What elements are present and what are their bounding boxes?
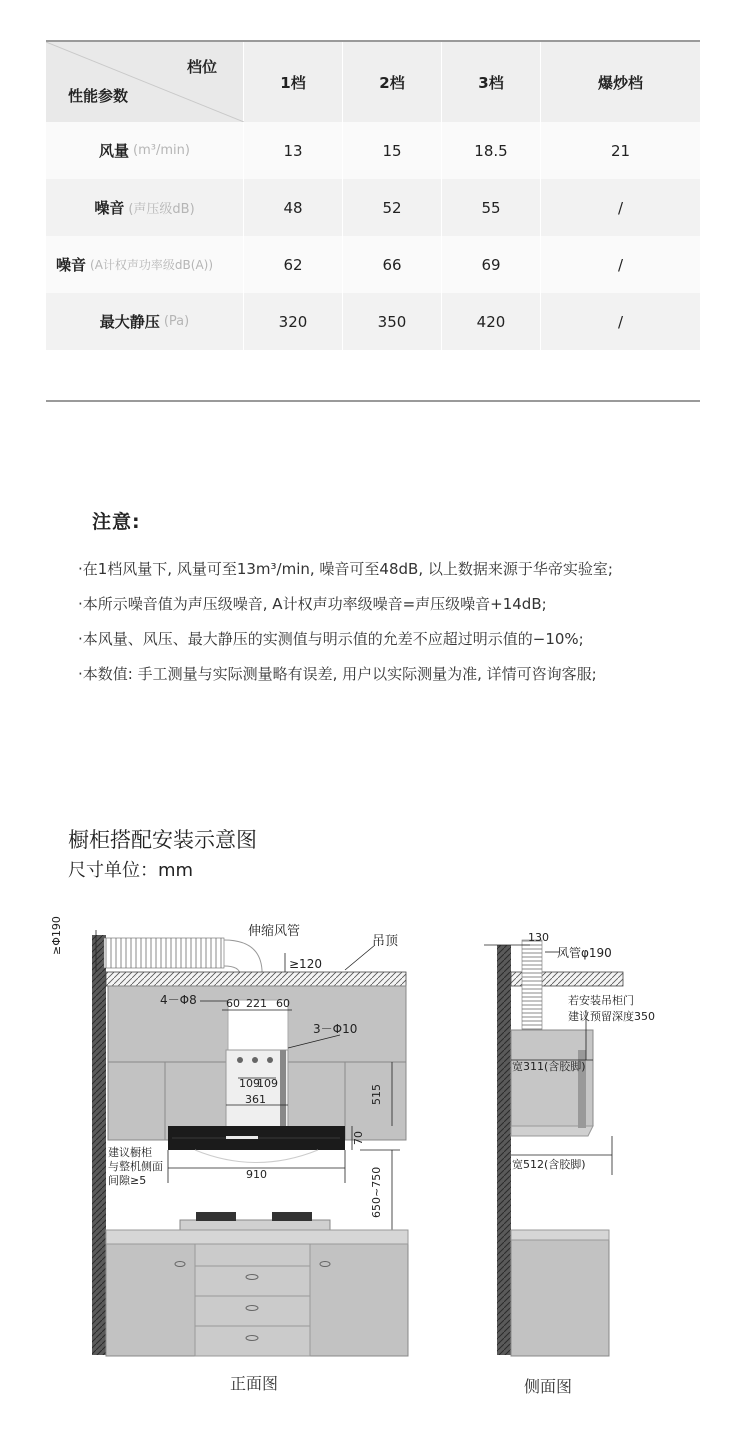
table-row-airflow <box>46 122 700 179</box>
table-bottom-rule <box>46 400 700 402</box>
side-note-3: 间隙≥5 <box>108 1174 147 1187</box>
dim-650-750: 650~750 <box>370 1166 383 1218</box>
diagram-title: 橱柜搭配安装示意图 <box>68 828 257 852</box>
screw-label-right: 3－Φ10 <box>313 1022 358 1036</box>
installation-diagram <box>0 900 750 1400</box>
table-cell: 62 <box>244 236 343 293</box>
note-item-1: ·在1档风量下, 风量可至13m³/min, 噪音可至48dB, 以上数据来源于华帝实验室; <box>78 560 613 578</box>
table-header-row <box>46 42 700 122</box>
table-corner-cell <box>46 42 244 122</box>
table-cell: 48 <box>244 179 343 236</box>
param-name: 噪音 <box>56 256 87 274</box>
side-note-2: 与整机侧面 <box>108 1160 163 1173</box>
flex-duct <box>104 938 224 968</box>
side-note-1: 若安装吊柜门 <box>568 994 634 1007</box>
row-label <box>46 293 244 350</box>
dim-361: 361 <box>245 1093 266 1106</box>
side-base-cabinet <box>511 1238 609 1356</box>
screw-label-left: 4－Φ8 <box>160 993 197 1007</box>
table-cell: / <box>617 255 624 274</box>
dim-60-right: 60 <box>276 997 290 1010</box>
dim-gap-top: ≥120 <box>289 957 322 971</box>
table-cell: 18.5 <box>442 122 541 179</box>
side-note-2: 建议预留深度350 <box>568 1010 655 1023</box>
countertop <box>106 1230 408 1244</box>
table-cell: 15 <box>343 122 442 179</box>
side-duct-label: 风管φ190 <box>557 946 612 960</box>
side-width-311: 宽311(含胶脚) <box>512 1060 586 1073</box>
front-view-caption: 正面图 <box>230 1374 279 1393</box>
side-view <box>484 931 655 1356</box>
front-wall <box>92 935 106 1355</box>
diagram-unit: 尺寸单位：mm <box>68 860 194 881</box>
col-header-3: 3档 <box>442 42 541 122</box>
dim-221: 221 <box>246 997 267 1010</box>
param-unit: (A计权声功率级dB(A)) <box>90 258 214 272</box>
table-cell: 13 <box>244 122 343 179</box>
table-cell: 69 <box>442 236 541 293</box>
side-wall <box>497 945 511 1355</box>
row-label <box>46 122 244 179</box>
table-cell: 21 <box>610 141 631 160</box>
col-header-1: 1档 <box>244 42 343 122</box>
dim-109-left: 109 <box>239 1077 260 1090</box>
dim-515: 515 <box>370 1084 383 1105</box>
param-name: 最大静压 <box>99 313 160 331</box>
dim-910: 910 <box>246 1168 267 1181</box>
ceiling-label: 吊顶 <box>372 934 399 949</box>
table-cell: 420 <box>442 293 541 350</box>
notes-title: 注意: <box>92 511 141 533</box>
table-row-noise-swl <box>46 236 700 293</box>
param-header-label: 性能参数 <box>68 87 129 105</box>
table-cell: 52 <box>343 179 442 236</box>
param-unit: (声压级dB) <box>128 202 195 217</box>
front-view <box>50 916 408 1356</box>
dim-60-left: 60 <box>226 997 240 1010</box>
burner-right <box>272 1212 312 1221</box>
duct-bend <box>224 940 262 972</box>
hood-body-edge <box>280 1050 286 1126</box>
param-unit: (m³/min) <box>133 143 190 158</box>
note-item-2: ·本所示噪音值为声压级噪音, A计权声功率级噪音=声压级噪音+14dB; <box>78 595 547 613</box>
side-duct <box>522 940 542 1030</box>
table-cell: 66 <box>343 236 442 293</box>
side-width-512: 宽512(含胶脚) <box>512 1158 586 1171</box>
side-note-1: 建议橱柜 <box>108 1146 152 1159</box>
param-name: 噪音 <box>94 199 125 217</box>
table-cell: / <box>617 198 624 217</box>
duct-label: 伸缩风管 <box>248 924 301 939</box>
row-label <box>46 179 244 236</box>
param-unit: (Pa) <box>163 314 190 329</box>
spec-table <box>46 40 700 402</box>
param-name: 风量 <box>99 142 130 160</box>
col-header-2: 2档 <box>343 42 442 122</box>
side-dim-130: 130 <box>528 931 549 944</box>
table-cell: 320 <box>244 293 343 350</box>
dim-70: 70 <box>352 1131 365 1145</box>
table-cell: / <box>617 312 624 331</box>
note-item-3: ·本风量、风压、最大静压的实测值与明示值的允差不应超过明示值的−10%; <box>78 630 584 648</box>
note-item-4: ·本数值: 手工测量与实际测量略有误差, 用户以实际测量为准, 详情可咨询客服; <box>78 665 597 683</box>
ceiling <box>106 972 406 986</box>
table-row-static-pressure <box>46 293 700 350</box>
dim-190: ≥Φ190 <box>50 916 63 955</box>
row-label <box>46 236 244 293</box>
table-row-noise-spl <box>46 179 700 236</box>
gear-header-label: 档位 <box>186 58 217 76</box>
dim-109-right: 109 <box>257 1077 278 1090</box>
cooktop <box>180 1220 330 1230</box>
corner-diagonal <box>46 42 244 122</box>
side-view-caption: 侧面图 <box>524 1377 573 1396</box>
burner-left <box>196 1212 236 1221</box>
table-cell: 55 <box>442 179 541 236</box>
table-cell: 350 <box>343 293 442 350</box>
col-header-boost: 爆炒档 <box>597 73 643 92</box>
